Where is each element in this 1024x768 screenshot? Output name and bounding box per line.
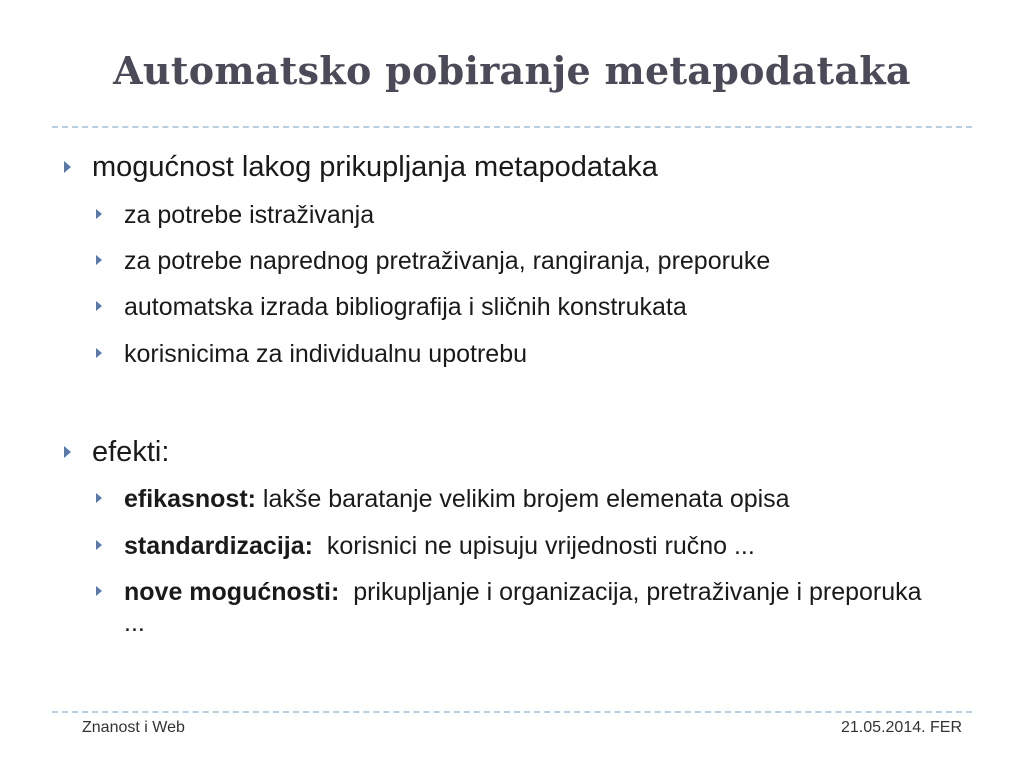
sub-bullet-item <box>96 246 956 277</box>
term-label: standardizacija: <box>124 532 313 560</box>
term-description: lakše baratanje velikim brojem elemenata opisa <box>255 485 790 513</box>
footer-left-text: Znanost i Web <box>82 719 185 736</box>
sub-bullet-item <box>96 292 956 323</box>
bullet-arrow-icon <box>64 161 71 173</box>
term-label: nove mogućnosti: <box>124 578 340 606</box>
sub-bullet-text <box>124 577 929 639</box>
footer-divider <box>52 711 972 713</box>
bullet-arrow-icon <box>96 540 102 550</box>
term-description: prikupljanje i organizacija, pretraživanje i preporuka ... <box>124 578 929 637</box>
sub-bullet-item <box>96 339 956 370</box>
sub-bullet-item <box>96 200 956 231</box>
sub-bullet-text: korisnicima za individualnu upotrebu <box>124 340 528 368</box>
bullet-item <box>64 150 658 184</box>
sub-bullet-text: za potrebe naprednog pretraživanja, rangiranja, preporuke <box>124 247 771 275</box>
footer-date: 21.05.2014. FER <box>841 719 962 736</box>
term-label: efikasnost: <box>124 485 256 513</box>
term-description: korisnici ne upisuju vrijednosti ručno ... <box>312 532 755 560</box>
bullet-item <box>64 435 169 469</box>
bullet-arrow-icon <box>96 255 102 265</box>
sub-bullet-item <box>96 484 956 515</box>
bullet-arrow-icon <box>96 301 102 311</box>
sub-bullet-text: automatska izrada bibliografija i sličnih konstrukata <box>124 293 687 321</box>
sub-bullet-item <box>96 577 929 639</box>
sub-bullet-text <box>124 484 790 515</box>
bullet-arrow-icon <box>64 446 71 458</box>
bullet-arrow-icon <box>96 493 102 503</box>
bullet-heading: mogućnost lakog prikupljanja metapodataka <box>92 151 658 183</box>
sub-bullet-item <box>96 531 956 562</box>
sub-bullet-text: za potrebe istraživanja <box>124 201 375 229</box>
bullet-heading: efekti: <box>92 436 170 468</box>
sub-bullet-text <box>124 531 755 562</box>
bullet-arrow-icon <box>96 209 102 219</box>
bullet-arrow-icon <box>96 348 102 358</box>
bullet-arrow-icon <box>96 586 102 596</box>
slide-title: Automatsko pobiranje metapodataka <box>113 48 911 93</box>
